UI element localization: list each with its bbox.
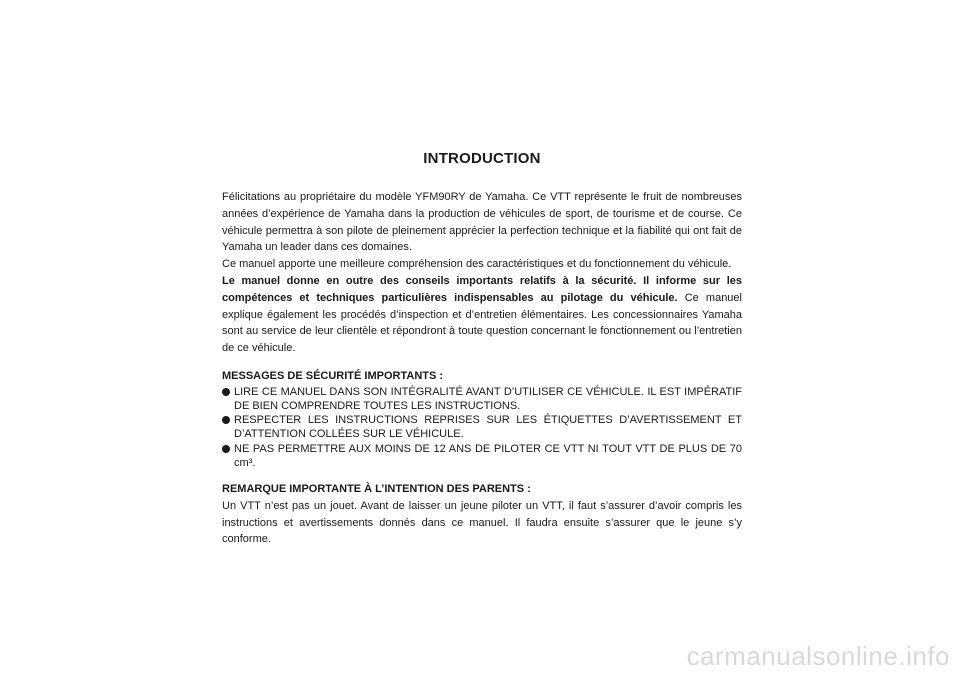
page-title: INTRODUCTION [423,150,541,167]
bullet-icon [222,445,230,453]
bullet-icon [222,388,230,396]
safety-item-text: NE PAS PERMETTRE AUX MOINS DE 12 ANS DE PILOTER CE VTT NI TOUT VTT DE PLUS DE 70 cm³. [234,442,742,469]
intro-paragraph-1: Félicitations au propriétaire du modèle YFM90RY de Yamaha. Ce VTT représente le fruit de nombreuses années d’expérience de Yamaha dans la production de véhicules de sport, de tourisme et de course. Ce véhicule permettra à son pilote de pleinement apprécier la perfection technique et la fiabilité qui ont fait de Yamaha un leader dans ces domaines. [222,191,742,254]
list-item [222,413,742,441]
parents-heading: REMARQUE IMPORTANTE À L’INTENTION DES PARENTS : [222,482,531,495]
intro-paragraph-2-bold: Le manuel donne en outre des conseils importants relatifs à la sécurité. Il informe sur les compétences et techniques particulières indispensables au pilotage du véhicule. [222,274,742,304]
intro-paragraph-2-tail: Ce manuel explique également les procédés d’inspection et d’entretien élémentaires. Les concessionnaires Yamaha sont au service de leur clientèle et répondront à toute question concernant le fonctionnement ou l’entretien de ce véhicule. [222,291,742,355]
site-watermark: carmanualsonline.info [686,641,950,671]
list-item [222,385,742,413]
safety-heading: MESSAGES DE SÉCURITÉ IMPORTANTS : [222,369,444,382]
list-item [222,442,742,470]
safety-item-text: LIRE CE MANUEL DANS SON INTÉGRALITÉ AVANT D’UTILISER CE VÉHICULE. IL EST IMPÉRATIF DE BIEN COMPRENDRE TOUTES LES INSTRUCTIONS. [234,385,742,412]
spacer [222,470,742,481]
bullet-icon [222,416,230,424]
spacer [222,357,742,368]
intro-paragraph-2-plain: Ce manuel apporte une meilleure compréhension des caractéristiques et du fonctionnement du véhicule. [222,258,732,271]
parents-paragraph: Un VTT n’est pas un jouet. Avant de laisser un jeune piloter un VTT, il faut s’assurer d’avoir compris les instructions et avertissements donnés dans ce manuel. Il faudra ensuite s’assurer que le jeune s’y conforme. [222,499,742,546]
intro-paragraph-2 [222,256,742,357]
safety-list [222,385,742,470]
safety-item-text: RESPECTER LES INSTRUCTIONS REPRISES SUR LES ÉTIQUETTES D’AVERTISSEMENT ET D’ATTENTION COLLÉES SUR LE VÉHICULE. [234,414,742,441]
manual-page [222,150,742,548]
